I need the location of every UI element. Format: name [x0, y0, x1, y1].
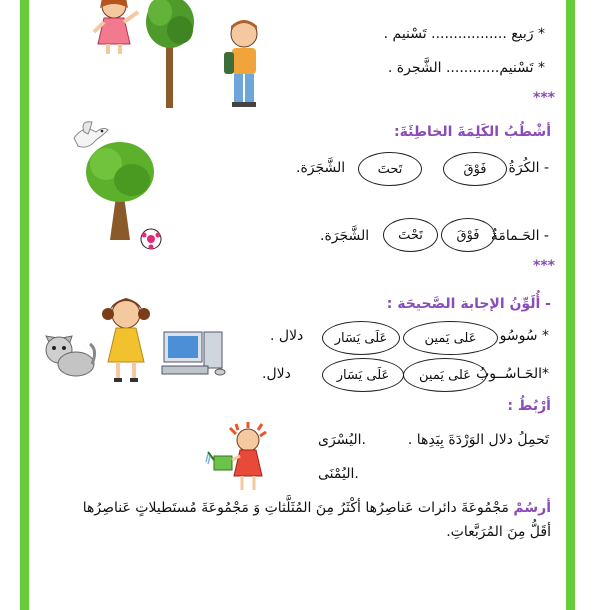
option-above-2[interactable]: فَوْقَ: [441, 218, 495, 252]
option-below-2[interactable]: تَحْتَ: [383, 218, 438, 252]
separator-1: ***: [533, 90, 555, 106]
girl-icon: [100, 296, 152, 384]
cat-icon: [40, 330, 96, 378]
option-left-2[interactable]: عَلَى يَسَار: [322, 358, 404, 392]
section-title-cross-out: أشْطُبُ الكَلِمَةَ الخاطِئَةَ:: [394, 124, 551, 140]
option-below-1[interactable]: تَحتَ: [358, 152, 422, 186]
row-ball-suffix: الشَّجَرَة.: [296, 160, 346, 176]
row-dove-suffix: الشَّجَرَة.: [320, 228, 370, 244]
page-border-right: [566, 0, 575, 610]
sentence-2: * تَسْنيم............ الشَّجرة .: [387, 60, 545, 76]
option-right-hand: .اليُمْنَى: [318, 466, 359, 482]
page-border-left: [20, 0, 29, 610]
section-title-color: - أُلَوِّنُ الإجابة الصَّحيحَة :: [386, 296, 551, 312]
row-computer-prefix: *الحَـاسُــوبُ: [476, 366, 549, 382]
ball-icon: [140, 228, 162, 250]
boy-icon: [218, 18, 266, 108]
option-above-1[interactable]: فَوْقَ: [443, 152, 507, 186]
separator-2: ***: [533, 258, 555, 274]
draw-instruction-line-2: أقَلُّ مِنَ المُرَبَّعاتِ.: [446, 524, 551, 540]
draw-title: أرسُمْ: [513, 500, 551, 516]
option-right-2[interactable]: عَلى يَمين: [403, 358, 487, 392]
section-title-connect: أرْبُطُ :: [507, 398, 551, 414]
row-ball-prefix: - الكُرَةُ: [508, 160, 549, 176]
option-left-1[interactable]: عَلَى يَسَار: [322, 321, 400, 355]
row-cat-prefix: * سُوسُو: [499, 328, 549, 344]
option-right-1[interactable]: عَلى يَمين: [403, 321, 498, 355]
tree-icon: [142, 0, 198, 110]
girl-watering-icon: [208, 426, 278, 494]
row-dove-prefix: - الحَـمامَةُ: [490, 228, 549, 244]
row-computer-suffix: دلال.: [262, 366, 291, 382]
sentence-1: * رَبيع ................. تَسْنيم .: [383, 26, 545, 42]
connect-sentence: تَحمِلُ دلال الوَرْدَةَ بِيَدِها .: [407, 432, 549, 448]
computer-icon: [160, 330, 232, 378]
option-left-hand: .اليُسْرَى: [318, 432, 367, 448]
draw-instruction-line-1: [83, 500, 551, 516]
girl-pointing-icon: [88, 0, 140, 58]
row-cat-suffix: دلال .: [270, 328, 304, 344]
draw-text: مَجْمُوعَةَ دائرات عَناصِرُها أكْثَرُ مِنَ المُثَلَّثاتِ وَ مَجْمُوعَةَ مُستَطيلاتٍ عَناصِرُها: [82, 500, 509, 516]
